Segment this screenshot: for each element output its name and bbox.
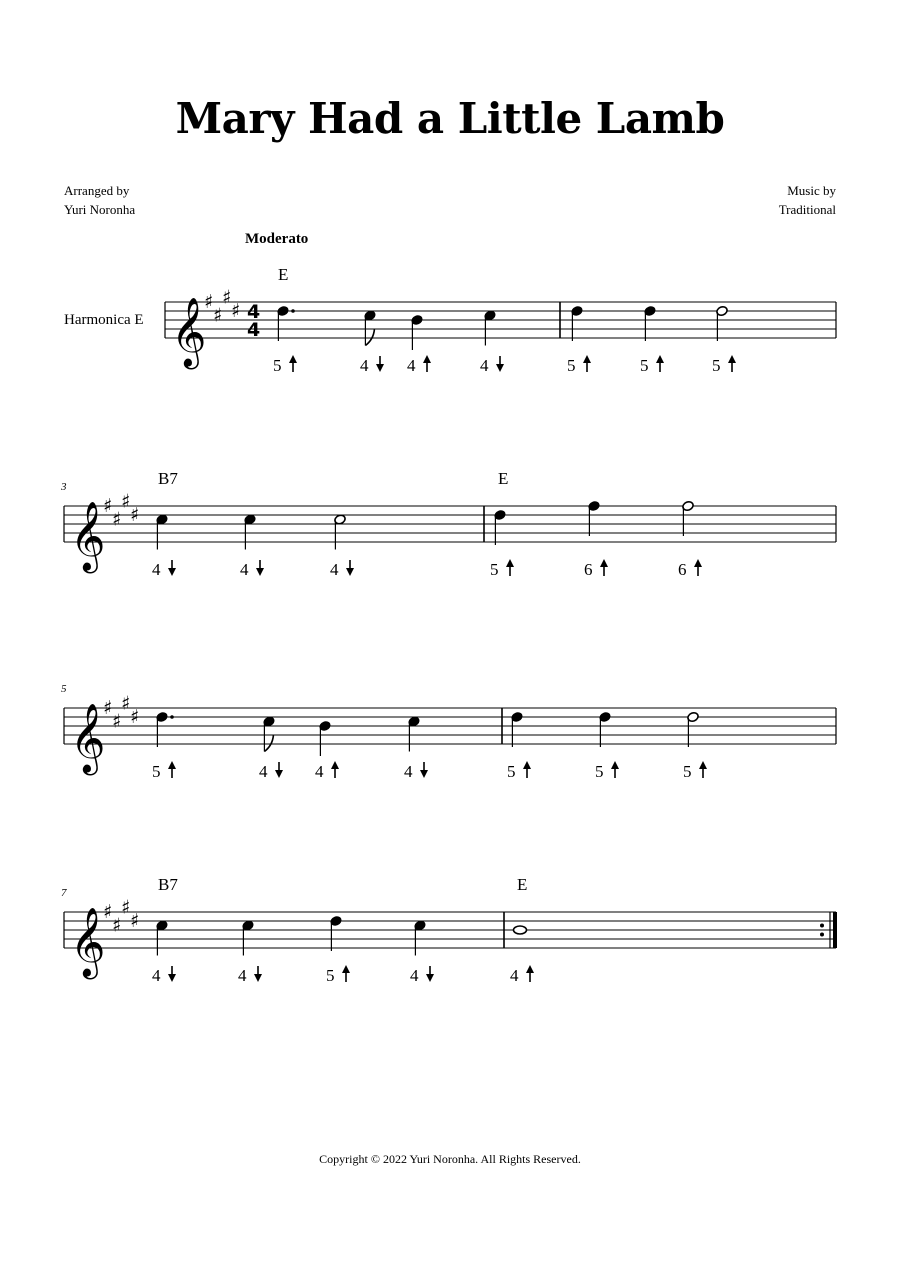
arranger-name: Yuri Noronha [64,202,136,217]
blow-arrow-up-icon [728,355,736,363]
treble-clef-icon: 𝄞 [70,703,106,773]
blow-arrow-up-icon [656,355,664,363]
composer-name: Traditional [778,202,836,217]
time-signature-bottom: 4 [247,319,261,341]
sharp-icon: ♯ [112,710,122,733]
draw-arrow-down-icon [168,568,176,576]
harmonica-hole-number: 5 [152,762,161,781]
blow-arrow-up-icon [168,761,176,769]
notehead [514,926,527,934]
sharp-icon: ♯ [130,910,140,932]
blow-arrow-up-icon [423,355,431,363]
draw-arrow-down-icon [256,568,264,576]
score-title: Mary Had a Little Lamb [175,94,725,143]
blow-arrow-up-icon [699,761,707,769]
blow-arrow-up-icon [342,965,350,973]
harmonica-hole-number: 4 [480,356,489,375]
draw-arrow-down-icon [496,364,504,372]
blow-arrow-up-icon [331,761,339,769]
arranger-label: Arranged by [64,183,130,198]
draw-arrow-down-icon [346,568,354,576]
harmonica-hole-number: 4 [240,560,249,579]
sharp-icon: ♯ [213,304,223,327]
blow-arrow-up-icon [583,355,591,363]
chord-symbol: E [278,265,289,284]
harmonica-hole-number: 5 [273,356,282,375]
harmonica-hole-number: 6 [678,560,687,579]
chord-symbol: B7 [158,469,178,488]
harmonica-hole-number: 4 [152,560,161,579]
draw-arrow-down-icon [420,770,428,778]
treble-clef-icon: 𝄞 [70,501,106,571]
draw-arrow-down-icon [426,974,434,982]
measure-number: 7 [61,887,67,899]
sharp-icon: ♯ [130,504,140,526]
chord-symbol: E [498,469,509,488]
harmonica-hole-number: 5 [595,762,604,781]
composer-label: Music by [787,183,836,198]
harmonica-hole-number: 6 [584,560,593,579]
harmonica-hole-number: 5 [683,762,692,781]
sharp-icon: ♯ [103,901,113,923]
harmonica-hole-number: 5 [567,356,576,375]
harmonica-hole-number: 4 [259,762,268,781]
blow-arrow-up-icon [694,559,702,567]
harmonica-hole-number: 4 [152,966,161,985]
harmonica-hole-number: 4 [404,762,413,781]
harmonica-hole-number: 5 [640,356,649,375]
tempo-marking: Moderato [245,231,309,247]
repeat-dot [820,924,824,928]
blow-arrow-up-icon [611,761,619,769]
harmonica-hole-number: 4 [407,356,416,375]
augmentation-dot [291,309,295,313]
sharp-icon: ♯ [112,914,122,937]
harmonica-hole-number: 5 [490,560,499,579]
sharp-icon: ♯ [121,896,131,919]
blow-arrow-up-icon [523,761,531,769]
barline-thick [833,912,837,948]
sharp-icon: ♯ [130,706,140,728]
harmonica-hole-number: 4 [510,966,519,985]
copyright-notice: Copyright © 2022 Yuri Noronha. All Rights Reserved. [319,1152,581,1166]
harmonica-hole-number: 4 [238,966,247,985]
sharp-icon: ♯ [121,692,131,715]
draw-arrow-down-icon [168,974,176,982]
blow-arrow-up-icon [289,355,297,363]
sharp-icon: ♯ [103,697,113,719]
harmonica-hole-number: 5 [326,966,335,985]
measure-number: 5 [61,683,67,695]
augmentation-dot [170,715,174,719]
draw-arrow-down-icon [275,770,283,778]
blow-arrow-up-icon [600,559,608,567]
time-signature-top: 4 [247,301,261,323]
measure-number: 3 [61,481,67,493]
draw-arrow-down-icon [376,364,384,372]
harmonica-hole-number: 5 [507,762,516,781]
sharp-icon: ♯ [204,291,214,313]
sharp-icon: ♯ [103,495,113,517]
sharp-icon: ♯ [112,508,122,531]
harmonica-hole-number: 4 [360,356,369,375]
repeat-dot [820,933,824,937]
blow-arrow-up-icon [526,965,534,973]
harmonica-hole-number: 4 [330,560,339,579]
sharp-icon: ♯ [231,300,241,322]
chord-symbol: E [517,875,528,894]
blow-arrow-up-icon [506,559,514,567]
instrument-name: Harmonica E [64,312,144,328]
harmonica-hole-number: 4 [410,966,419,985]
chord-symbol: B7 [158,875,178,894]
draw-arrow-down-icon [254,974,262,982]
harmonica-hole-number: 5 [712,356,721,375]
sharp-icon: ♯ [222,286,232,309]
harmonica-hole-number: 4 [315,762,324,781]
treble-clef-icon: 𝄞 [70,907,106,977]
sharp-icon: ♯ [121,490,131,513]
treble-clef-icon: 𝄞 [171,297,207,367]
